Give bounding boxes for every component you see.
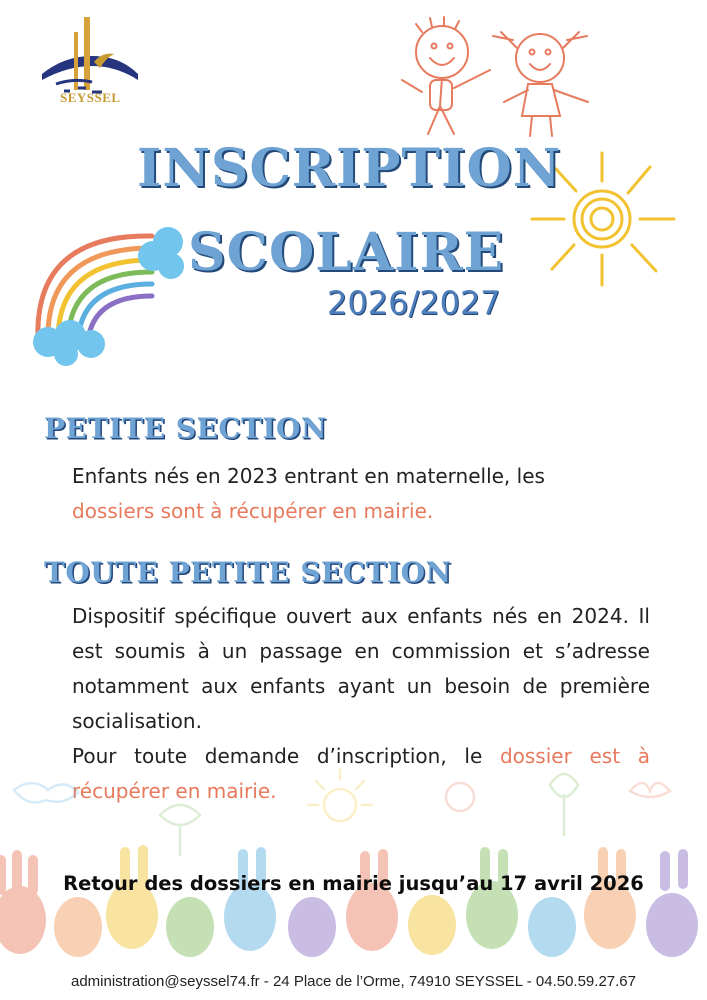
title-line-2: SCOLAIRE — [188, 222, 505, 283]
return-deadline: Retour des dossiers en mairie jusqu’au 17 avril 2026 — [63, 872, 644, 895]
petite-section-heading: PETITE SECTION — [44, 412, 328, 445]
title-line-1: INSCRIPTION — [137, 138, 562, 199]
kids-drawing — [392, 10, 612, 140]
rainbow-drawing — [28, 212, 193, 377]
school-year: 2026/2027 — [327, 284, 501, 322]
footer-contact: administration@seyssel74.fr - 24 Place de l’Orme, 74910 SEYSSEL - 04.50.59.27.67 — [71, 973, 636, 990]
logo-text: SEYSSEL — [60, 90, 121, 105]
toute-petite-section-body: Dispositif spécifique ouvert aux enfants nés en 2024. Il est soumis à un passage en commission et s’adresse notamment aux enfants ayant un besoin de première socialisation. — [72, 604, 650, 733]
toute-petite-section-heading: TOUTE PETITE SECTION — [44, 556, 452, 589]
toute-petite-section-highlight: dossier est à récupérer en mairie. — [72, 744, 650, 803]
petite-section-body: Enfants nés en 2023 entrant en maternelle, les — [72, 464, 545, 488]
petite-section-text — [72, 459, 612, 529]
petite-section-highlight: dossiers sont à récupérer en mairie. — [72, 499, 434, 523]
toute-petite-section-body-2-text: Pour toute demande d’inscription, le — [72, 744, 483, 768]
seyssel-logo — [34, 12, 144, 112]
hands-decoration — [0, 755, 707, 960]
